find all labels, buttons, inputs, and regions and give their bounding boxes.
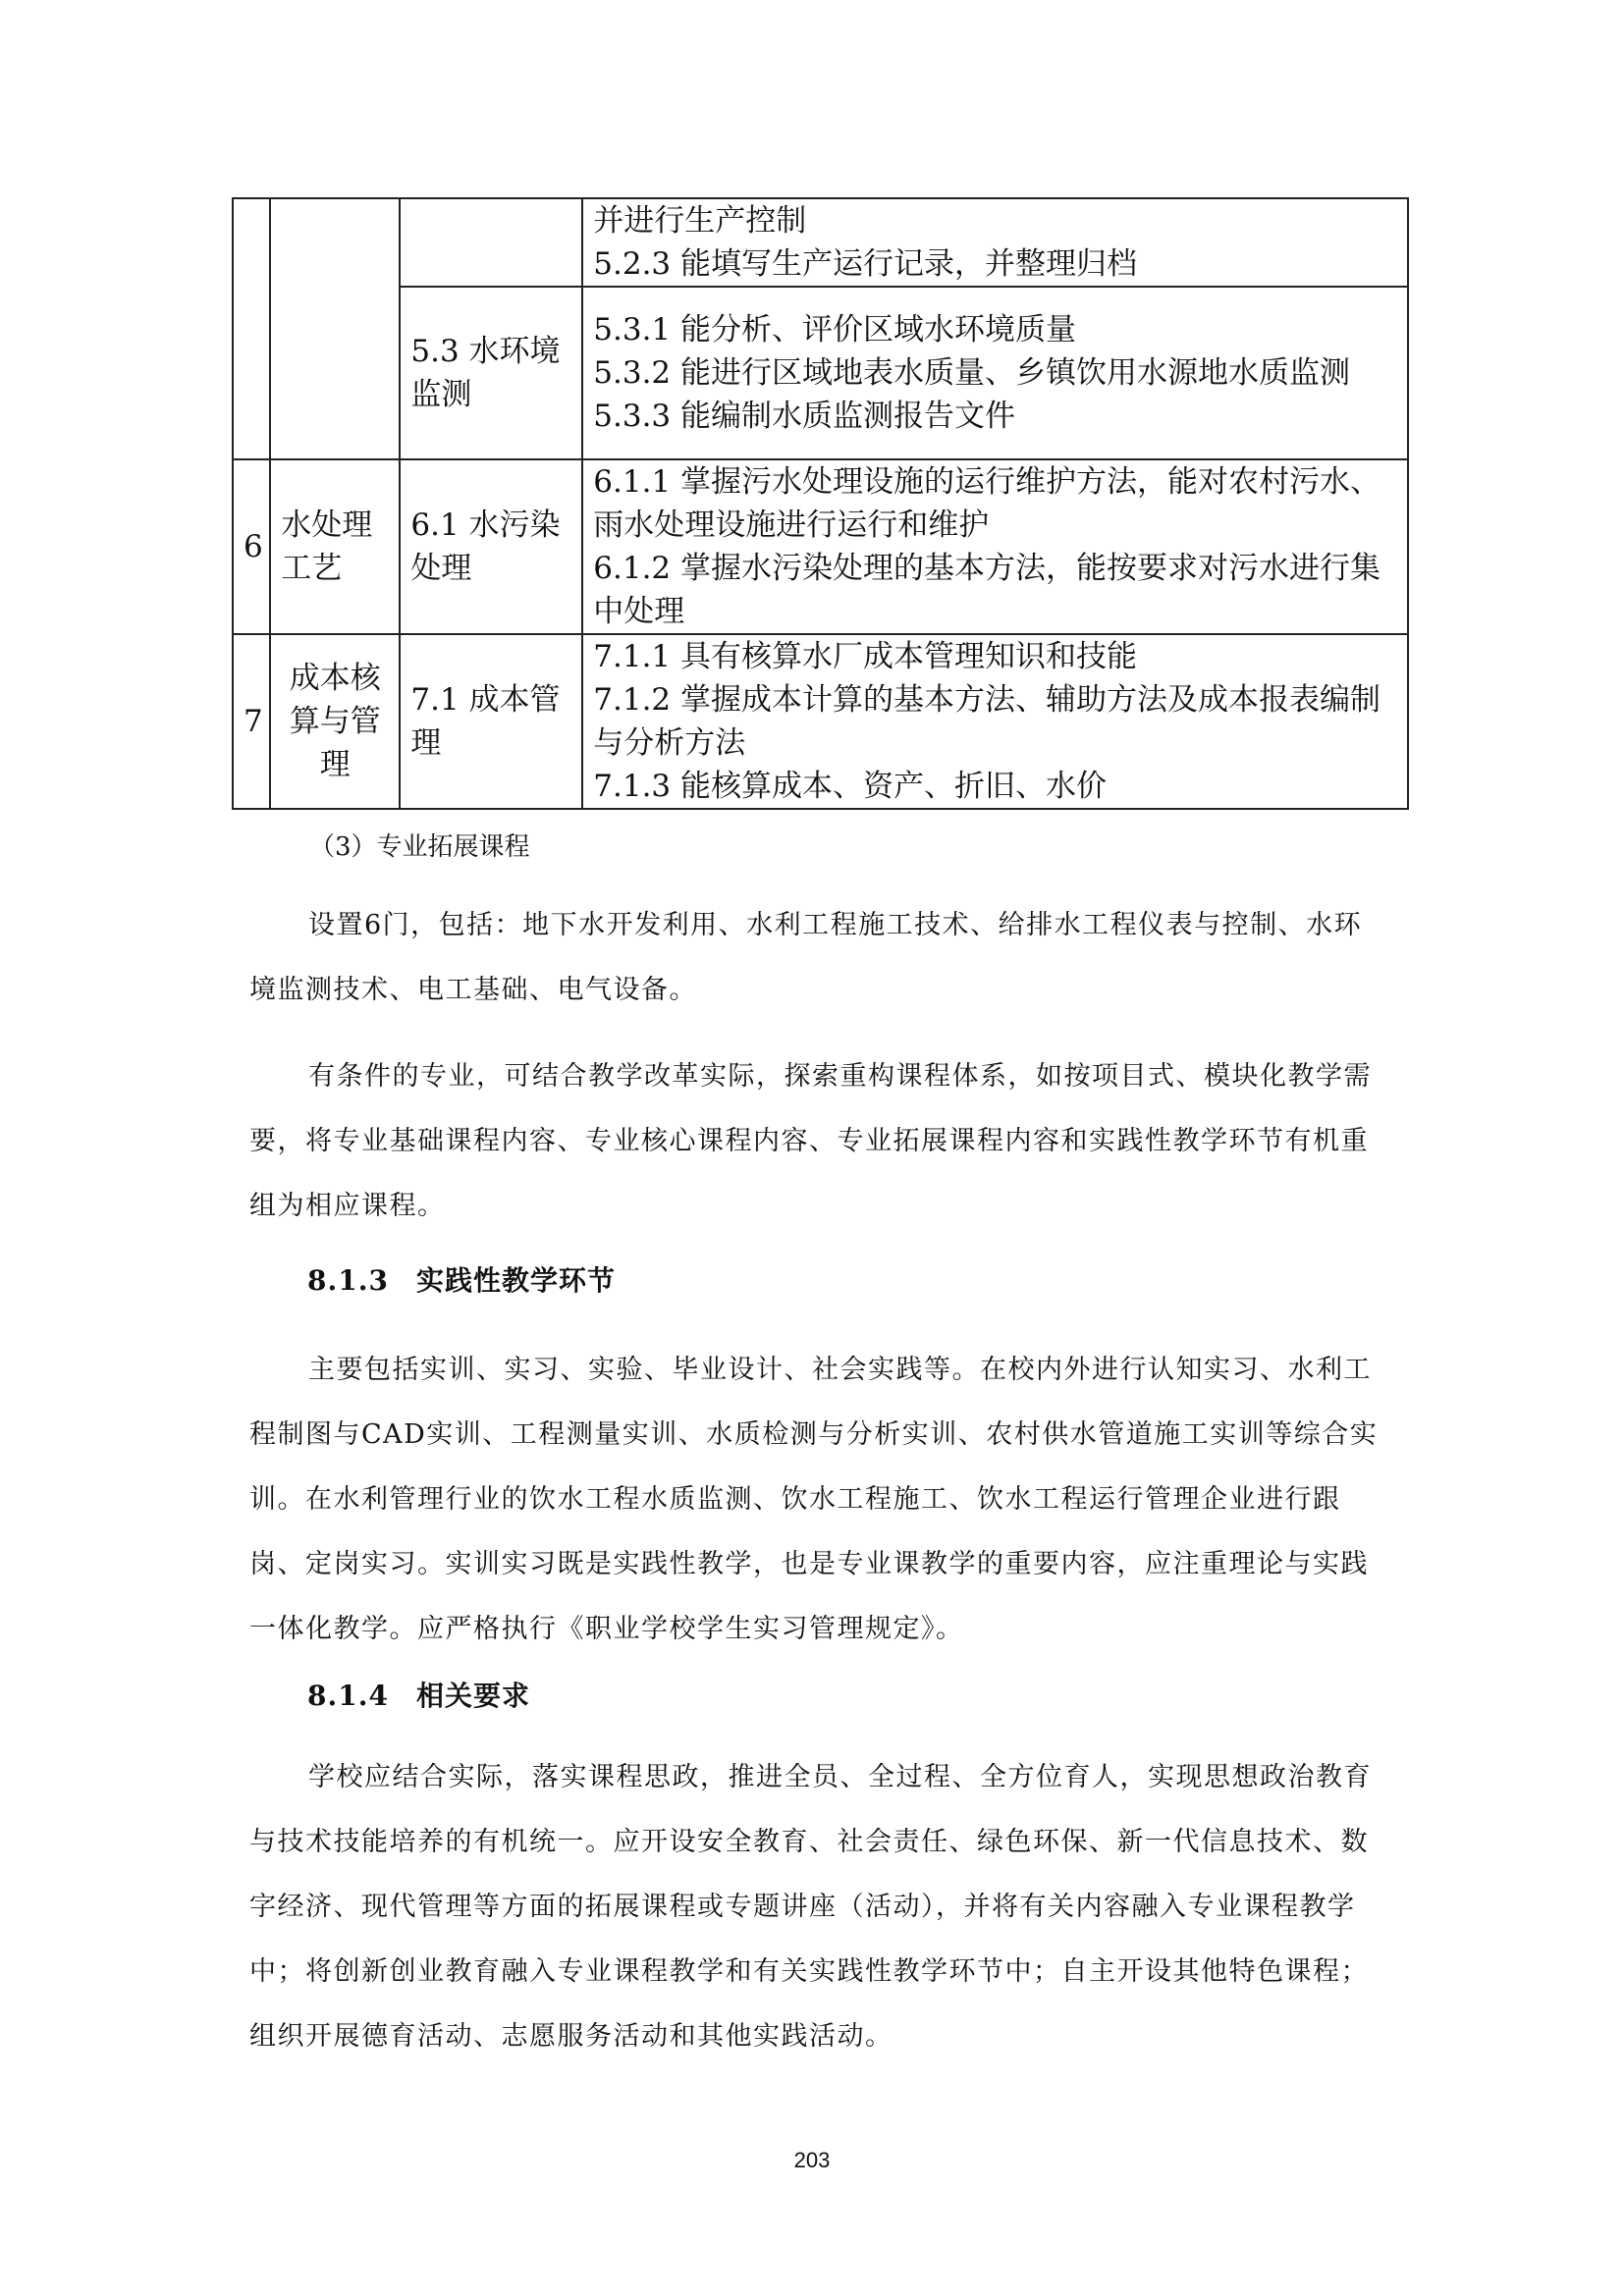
section-title: 实践性教学环节 (415, 1264, 616, 1297)
table-row (233, 634, 1408, 809)
work-field-cell: 成本核算与管理 (270, 634, 400, 809)
ability-cell (582, 459, 1408, 634)
work-task-cell: 7.1 成本管理 (400, 634, 582, 809)
table-row (233, 287, 1408, 459)
ability-item: 7.1.3 能核算成本、资产、折旧、水价 (593, 769, 1108, 804)
page-number: 203 (793, 2148, 831, 2172)
paragraph-related-requirements: 学校应结合实际，落实课程思政，推进全员、全过程、全方位育人，实现思想政治教育与技术技能培养的有机统一。应开设安全教育、社会责任、绿色环保、新一代信息技术、数字经济、现代管理等方面的拓展课程或专题讲座（活动），并将有关内容融入专业课程教学中；将创新创业教育融入专业课程教学和有关实践性教学环节中；自主开设其他特色课程；组织开展德育活动、志愿服务活动和其他实践活动。 (249, 1762, 1372, 2052)
row-number-cell (233, 198, 270, 459)
ability-item: 5.3.2 能进行区域地表水质量、乡镇饮用水源地水质监测 (593, 355, 1351, 391)
row-number-cell: 6 (233, 459, 270, 634)
work-task-cell: 6.1 水污染处理 (400, 459, 582, 634)
ability-item: 6.1.1 掌握污水处理设施的运行维护方法，能对农村污水、雨水处理设施进行运行和维护 (593, 464, 1381, 543)
table-row (233, 459, 1408, 634)
section-number: 8.1.4 (307, 1680, 389, 1712)
ability-cell (582, 287, 1408, 459)
ability-item: 5.3.3 能编制水质监测报告文件 (593, 399, 1016, 434)
ability-item: 7.1.2 掌握成本计算的基本方法、辅助方法及成本报表编制与分析方法 (593, 682, 1381, 761)
paragraph-practical-teaching: 主要包括实训、实习、实验、毕业设计、社会实践等。在校内外进行认知实习、水利工程制图与CAD实训、工程测量实训、水质检测与分析实训、农村供水管道施工实训等综合实训。在水利管理行业的饮水工程水质监测、饮水工程施工、饮水工程运行管理企业进行跟岗、定岗实习。实训实习既是实践性教学，也是专业课教学的重要内容，应注重理论与实践一体化教学。应严格执行《职业学校学生实习管理规定》。 (249, 1355, 1379, 1644)
work-task-cell: 5.3 水环境监测 (400, 287, 582, 459)
paragraph-course-restructure: 有条件的专业，可结合教学改革实际，探索重构课程体系，如按项目式、模块化教学需要，将专业基础课程内容、专业核心课程内容、专业拓展课程内容和实践性教学环节有机重组为相应课程。 (249, 1061, 1372, 1221)
table-row (233, 198, 1408, 287)
ability-item: 7.1.1 具有核算水厂成本管理知识和技能 (593, 639, 1138, 674)
section-heading-8-1-3 (307, 1259, 616, 1299)
section-title: 相关要求 (415, 1680, 530, 1712)
row-number-cell: 7 (233, 634, 270, 809)
work-task-cell (400, 198, 582, 287)
ability-cell (582, 634, 1408, 809)
competency-table (232, 197, 1409, 810)
section-number: 8.1.3 (307, 1264, 389, 1297)
ability-item: 6.1.2 掌握水污染处理的基本方法，能按要求对污水进行集中处理 (593, 551, 1381, 629)
work-field-cell: 水处理工艺 (270, 459, 400, 634)
paragraph-extension-courses: 设置6门，包括：地下水开发利用、水利工程施工技术、给排水工程仪表与控制、水环境监测技术、电工基础、电气设备。 (249, 910, 1363, 1005)
work-field-cell (270, 198, 400, 459)
section-heading-8-1-4 (307, 1675, 530, 1714)
ability-item: 并进行生产控制 (593, 203, 807, 239)
ability-item: 5.2.3 能填写生产运行记录，并整理归档 (593, 246, 1138, 282)
ability-cell (582, 198, 1408, 287)
ability-item: 5.3.1 能分析、评价区域水环境质量 (593, 312, 1077, 347)
subsection-title-extension-courses: （3）专业拓展课程 (309, 832, 530, 862)
